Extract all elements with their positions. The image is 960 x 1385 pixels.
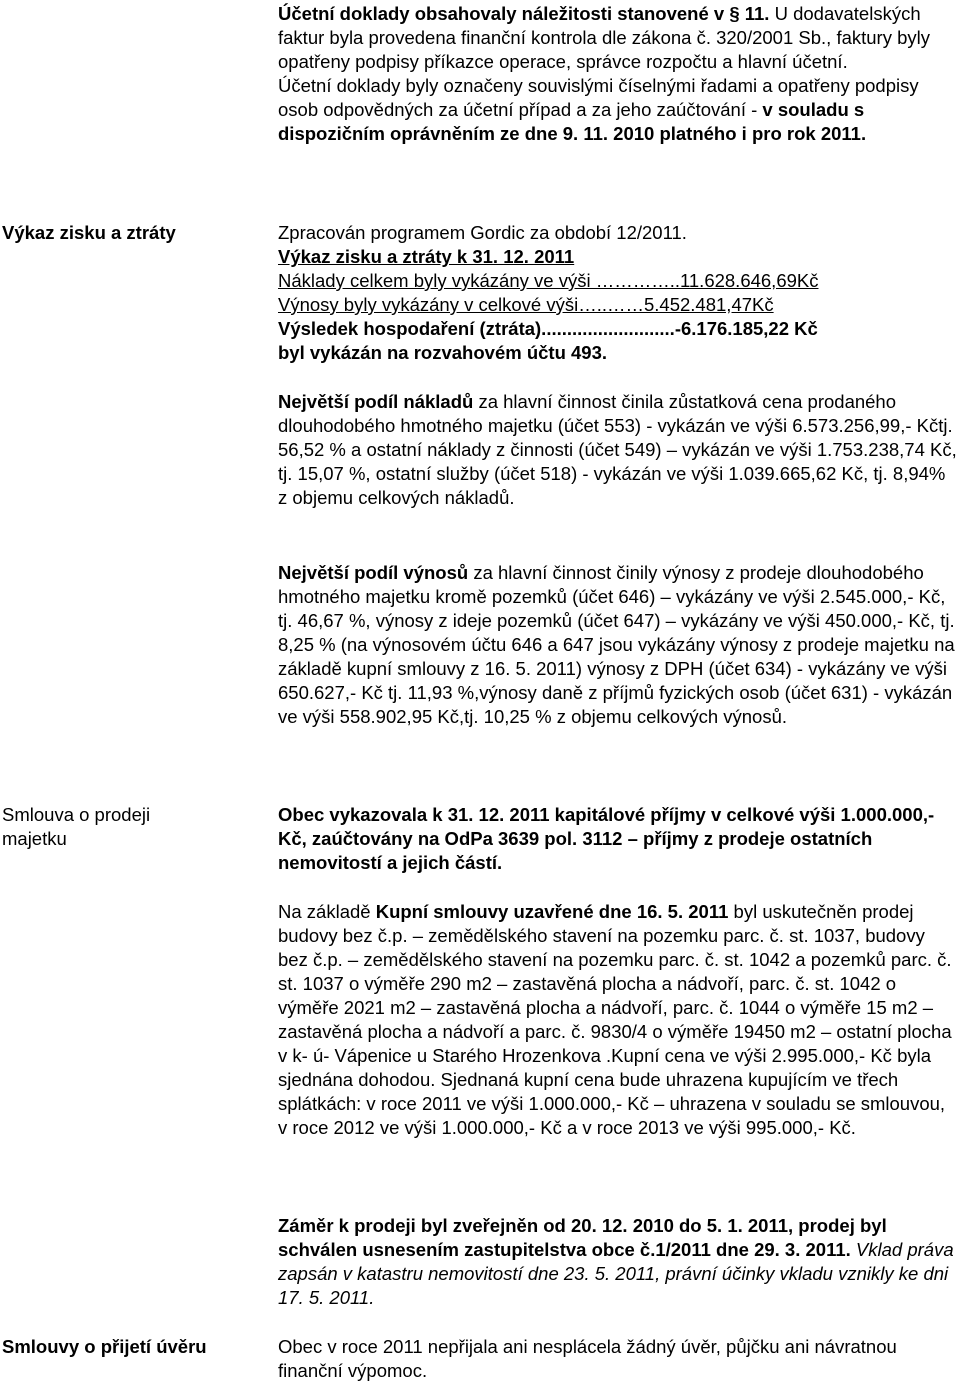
vynosy-bold: Největší podíl výnosů <box>278 562 469 583</box>
vykaz-line-heading: Výkaz zisku a ztráty k 31. 12. 2011 <box>278 246 575 267</box>
vynosy-content <box>278 561 958 729</box>
kupni-smlouva-start: Na základě <box>278 901 376 922</box>
ucetni-doklady-heading: Účetní doklady obsahovaly náležitosti stanovené v § 11. <box>278 3 770 24</box>
vykaz-zisku-content <box>278 221 958 365</box>
ucetni-doklady-para1 <box>278 2 958 74</box>
kupni-smlouva-text: byl uskutečněn prodej budovy bez č.p. – zemědělského stavení na pozemku parc. č. st. 1037, budovy bez č.p. – zemědělského stavení na pozemku parc. č. st. 1042 a pozemků parc. č. st. 1037 o výměře 290 m2 – zastavěná plocha a nádvoří, parc. č. st. 1042 o výměře 2021 m2 – zastavěná plocha a nádvoří, parc. č. 1044 o výměře 15 m2 – zastavěná plocha a nádvoří a parc. č. 9830/4 o výměře 19450 m2 – ostatní plocha v k- ú- Vápenice u Starého Hrozenkova .Kupní cena ve výši 2.995.000,- Kč byla sjednána dohodou. Sjednaná kupní cena bude uhrazena kupujícím ve třech splátkách: v roce 2011 ve výši 1.000.000,- Kč – uhrazena v souladu se smlouvou, v roce 2012 ve výši 1.000.000,- Kč a v roce 2013 ve výši 995.000,- Kč. <box>278 901 952 1138</box>
vynosy-para <box>278 561 958 729</box>
vykaz-line-vysledek: Výsledek hospodaření (ztráta)..........................-6.176.185,22 Kč <box>278 318 818 339</box>
ucetni-doklady-content <box>278 2 958 146</box>
kupni-smlouva-para <box>278 900 958 1140</box>
naklady-text: za hlavní činnost činila zůstatková cena prodaného dlouhodobého hmotného majetku (účet 553) - vykázán ve výši 6.573.256,99,- Kčtj. 56,52 % a ostatní náklady z činnosti (účet 549) – vykázán ve výši 1.753.238,74 Kč, tj. 15,07 %, ostatní služby (účet 518) - vykázán ve výši 1.039.665,62 Kč, tj. 8,94% z objemu celkových nákladů. <box>278 391 957 508</box>
zamer-prodeje-para <box>278 1214 958 1310</box>
zamer-prodeje-content <box>278 1214 958 1310</box>
kupni-smlouva-content <box>278 900 958 1140</box>
naklady-para <box>278 390 958 510</box>
vykaz-zisku-label: Výkaz zisku a ztráty <box>2 222 176 243</box>
ucetni-doklady-para2-bold: v souladu s dispozičním oprávněním ze dne 9. 11. 2010 platného i pro rok 2011. <box>278 99 867 144</box>
vykaz-line-vynosy: Výnosy byly vykázány v celkové výši…..……5.452.481,47Kč <box>278 294 774 315</box>
zamer-prodeje-italic: Vklad práva zapsán v katastru nemovitostí dne 23. 5. 2011, právní účinky vkladu vznikly ke dni 17. 5. 2011. <box>278 1239 954 1308</box>
ucetni-doklady-text: U dodavatelských faktur byla provedena finanční kontrola dle zákona č. 320/2001 Sb., faktury byly opatřeny podpisy příkazce operace, správce rozpočtu a hlavní účetní. <box>278 3 931 72</box>
naklady-bold: Největší podíl nákladů <box>278 391 474 412</box>
naklady-content <box>278 390 958 510</box>
uver-content <box>278 1335 958 1383</box>
ucetni-doklady-para2-text: Účetní doklady byly označeny souvislými číselnými řadami a opatřeny podpisy osob odpovědných za účetní případ a za jeho zaúčtování - <box>278 75 919 120</box>
smlouva-prodej-content <box>278 803 958 875</box>
vykaz-line-gordic: Zpracován programem Gordic za období 12/2011. <box>278 222 687 243</box>
vykaz-line-naklady: Náklady celkem byly vykázány ve výši …………..11.628.646,69Kč <box>278 270 819 291</box>
zamer-prodeje-bold: Záměr k prodeji byl zveřejněn od 20. 12. 2010 do 5. 1. 2011, prodej byl schválen usnesením zastupitelstva obce č.1/2011 dne 29. 3. 2011. <box>278 1215 887 1260</box>
uver-label: Smlouvy o přijetí úvěru <box>2 1336 207 1357</box>
smlouva-kapitalove-prijmy: Obec vykazovala k 31. 12. 2011 kapitálové příjmy v celkové výši 1.000.000,- Kč, zaúčtovány na OdPa 3639 pol. 3112 – příjmy z prodeje ostatních nemovitostí a jejich částí. <box>278 804 935 873</box>
smlouva-prodej-label: Smlouva o prodeji majetku <box>2 804 151 849</box>
vynosy-text: za hlavní činnost činily výnosy z prodeje dlouhodobého hmotného majetku kromě pozemků (účet 646) – vykázány ve výši 2.545.000,- Kč, tj. 46,67 %, výnosy z ideje pozemků (účet 647) – vykázány ve výši 450.000,- Kč, tj. 8,25 % (na výnosovém účtu 646 a 647 jsou vykázány výnosy z prodeje majetku na základě kupní smlouvy z 16. 5. 2011) výnosy z DPH (účet 634) - vykázány ve výši 650.627,- Kč tj. 11,93 %,výnosy daně z příjmů fyzických osob (účet 631) - vykázán ve výši 558.902,95 Kč,tj. 10,25 % z objemu celkových výnosů. <box>278 562 955 727</box>
uver-text: Obec v roce 2011 nepřijala ani nesplácela žádný úvěr, půjčku ani návratnou finanční výpomoc. <box>278 1336 897 1381</box>
kupni-smlouva-bold: Kupní smlouvy uzavřené dne 16. 5. 2011 <box>375 901 729 922</box>
ucetni-doklady-para2 <box>278 74 958 146</box>
vykaz-line-ucet: byl vykázán na rozvahovém účtu 493. <box>278 342 608 363</box>
